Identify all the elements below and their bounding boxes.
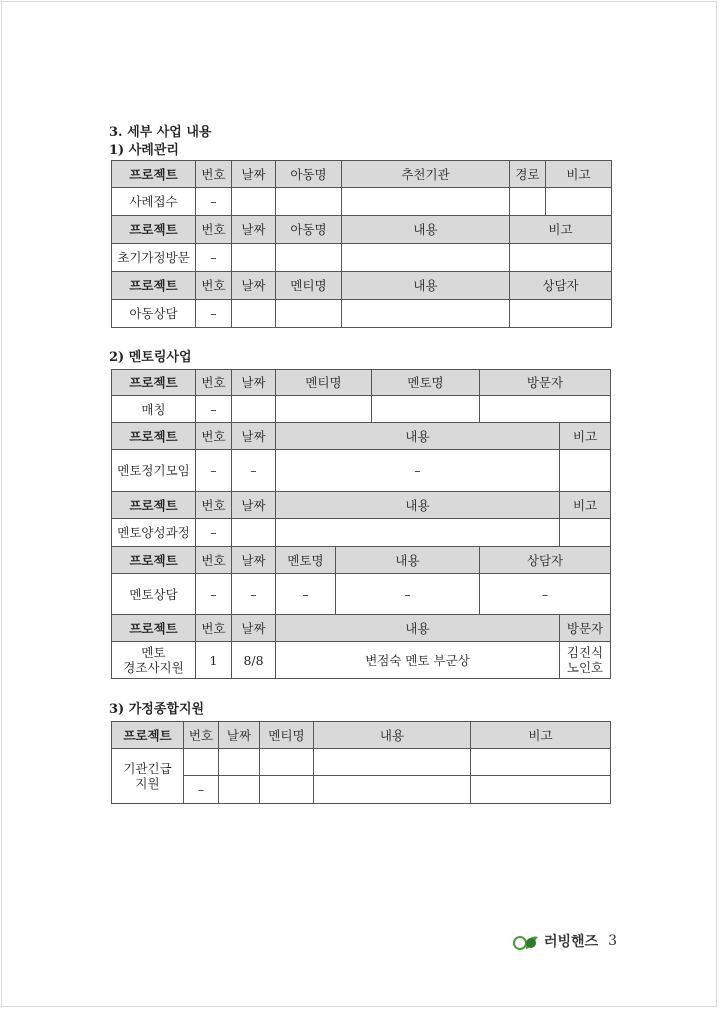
cell-project: 멘토상담	[112, 574, 196, 615]
cell-note	[471, 749, 611, 776]
cell-project-line1: 멘토	[141, 645, 166, 660]
col-counselor: 상담자	[480, 547, 611, 574]
col-project: 프로젝트	[112, 216, 196, 244]
cell-date: –	[232, 574, 276, 615]
col-visitor: 방문자	[480, 370, 611, 396]
section-title: 3. 세부 사업 내용	[109, 125, 212, 140]
col-content: 내용	[276, 423, 560, 450]
cell-number: –	[196, 574, 232, 615]
cell-child-name	[276, 188, 342, 216]
col-date: 날짜	[232, 272, 276, 300]
col-number: 번호	[196, 370, 232, 396]
cell-number: –	[196, 300, 232, 328]
col-mentee-name: 멘티명	[276, 272, 342, 300]
cell-number: –	[196, 244, 232, 272]
col-date: 날짜	[232, 423, 276, 450]
cell-date	[219, 776, 260, 804]
cell-content: –	[276, 450, 560, 492]
cell-project: 멘토정기모임	[112, 450, 196, 492]
cell-route	[510, 188, 546, 216]
col-content: 내용	[276, 492, 560, 519]
cell-mentor-name	[372, 396, 480, 423]
cell-note	[471, 776, 611, 804]
cell-project-line2: 지원	[135, 776, 160, 791]
cell-visitor	[480, 396, 611, 423]
mentoring-table	[111, 369, 611, 679]
cell-number: –	[184, 776, 219, 804]
cell-number	[184, 749, 219, 776]
col-number: 번호	[196, 161, 232, 188]
cell-project	[112, 642, 196, 679]
col-mentor-name: 멘토명	[276, 547, 336, 574]
cell-content: 변점숙 멘토 부군상	[276, 642, 560, 679]
col-date: 날짜	[219, 722, 260, 749]
cell-date	[232, 188, 276, 216]
cell-date	[219, 749, 260, 776]
cell-counselor	[510, 300, 612, 328]
col-referral-agency: 추천기관	[342, 161, 510, 188]
cell-number: –	[196, 188, 232, 216]
cell-number: –	[196, 519, 232, 547]
col-date: 날짜	[232, 615, 276, 642]
cell-note	[560, 519, 611, 547]
cell-project: 초기가정방문	[112, 244, 196, 272]
cell-content	[276, 519, 560, 547]
col-project: 프로젝트	[112, 272, 196, 300]
col-project: 프로젝트	[112, 492, 196, 519]
cell-date	[232, 300, 276, 328]
col-date: 날짜	[232, 216, 276, 244]
col-number: 번호	[196, 547, 232, 574]
col-number: 번호	[196, 216, 232, 244]
col-counselor: 상담자	[510, 272, 612, 300]
col-child-name: 아동명	[276, 161, 342, 188]
cell-counselor: –	[480, 574, 611, 615]
col-note: 비고	[471, 722, 611, 749]
cell-mentee-name	[260, 776, 314, 804]
col-content: 내용	[336, 547, 480, 574]
cell-date	[232, 396, 276, 423]
col-date: 날짜	[232, 547, 276, 574]
cell-content	[314, 749, 471, 776]
cell-content	[342, 300, 510, 328]
cell-date	[232, 519, 276, 547]
cell-visitor-line1: 김진식	[566, 645, 604, 660]
cell-child-name	[276, 244, 342, 272]
cell-project	[112, 749, 184, 804]
cell-visitor	[560, 642, 611, 679]
col-note: 비고	[510, 216, 612, 244]
cell-project-line2: 경조사지원	[123, 660, 184, 675]
footer	[512, 931, 617, 951]
subsection-mentoring: 2) 멘토링사업	[109, 350, 192, 365]
subsection-case-management: 1) 사례관리	[109, 143, 179, 158]
col-note: 비고	[546, 161, 612, 188]
col-content: 내용	[342, 272, 510, 300]
cell-date: –	[232, 450, 276, 492]
col-number: 번호	[196, 492, 232, 519]
col-date: 날짜	[232, 161, 276, 188]
col-project: 프로젝트	[112, 370, 196, 396]
col-content: 내용	[314, 722, 471, 749]
cell-note	[560, 450, 611, 492]
cell-note	[510, 244, 612, 272]
col-number: 번호	[196, 615, 232, 642]
col-content: 내용	[342, 216, 510, 244]
page-number: 3	[608, 933, 618, 949]
cell-date: 8/8	[232, 642, 276, 679]
cell-content	[314, 776, 471, 804]
cell-number: 1	[196, 642, 232, 679]
cell-date	[232, 244, 276, 272]
col-project: 프로젝트	[112, 161, 196, 188]
hands-logo-icon	[512, 931, 540, 951]
col-date: 날짜	[232, 370, 276, 396]
col-route: 경로	[510, 161, 546, 188]
col-mentor-name: 멘토명	[372, 370, 480, 396]
cell-mentee-name	[276, 396, 372, 423]
cell-mentee-name	[260, 749, 314, 776]
col-project: 프로젝트	[112, 423, 196, 450]
brand-name: 러빙핸즈	[544, 934, 599, 950]
col-project: 프로젝트	[112, 547, 196, 574]
cell-referral-agency	[342, 188, 510, 216]
cell-project: 멘토양성과정	[112, 519, 196, 547]
cell-project: 아동상담	[112, 300, 196, 328]
cell-content	[342, 244, 510, 272]
subsection-family-support: 3) 가정종합지원	[109, 702, 205, 717]
cell-mentee-name	[276, 300, 342, 328]
family-support-table	[111, 721, 611, 804]
case-management-table	[111, 160, 612, 328]
col-content: 내용	[276, 615, 560, 642]
col-number: 번호	[196, 272, 232, 300]
cell-note	[546, 188, 612, 216]
col-mentee-name: 멘티명	[276, 370, 372, 396]
col-note: 비고	[560, 492, 611, 519]
col-child-name: 아동명	[276, 216, 342, 244]
cell-project: 사례접수	[112, 188, 196, 216]
col-date: 날짜	[232, 492, 276, 519]
cell-number: –	[196, 396, 232, 423]
col-mentee-name: 멘티명	[260, 722, 314, 749]
col-visitor: 방문자	[560, 615, 611, 642]
cell-mentor-name: –	[276, 574, 336, 615]
col-project: 프로젝트	[112, 615, 196, 642]
cell-project-line1: 기관긴급	[123, 761, 172, 776]
cell-number: –	[196, 450, 232, 492]
cell-project: 매칭	[112, 396, 196, 423]
col-number: 번호	[196, 423, 232, 450]
col-number: 번호	[184, 722, 219, 749]
col-project: 프로젝트	[112, 722, 184, 749]
col-note: 비고	[560, 423, 611, 450]
cell-visitor-line2: 노인호	[566, 660, 604, 675]
cell-content: –	[336, 574, 480, 615]
